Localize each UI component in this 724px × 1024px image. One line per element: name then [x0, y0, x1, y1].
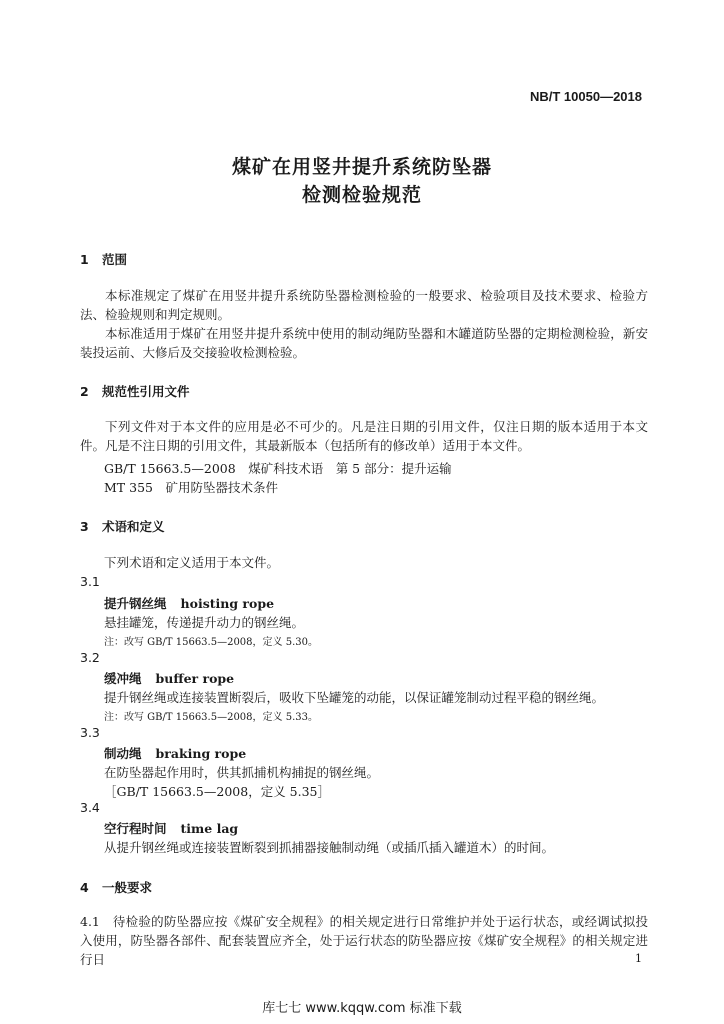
term-cn: 提升钢丝绳: [104, 596, 167, 611]
term-3-3-number: 3.3: [80, 725, 100, 740]
term-3-1-number: 3.1: [80, 574, 100, 589]
term-cn: 缓冲绳: [104, 671, 142, 686]
page-number: 1: [635, 952, 642, 965]
section-number: 1: [80, 252, 89, 267]
term-en: time lag: [180, 821, 239, 836]
term-3-1-definition: 悬挂罐笼，传递提升动力的钢丝绳。: [104, 615, 305, 630]
term-cn: 制动绳: [104, 746, 142, 761]
term-3-1-name: [104, 594, 274, 612]
section-1-paragraph-1: 本标准规定了煤矿在用竖井提升系统防坠器检测检验的一般要求、检验项目及技术要求、检验方法、检验规则和判定规则。: [80, 288, 648, 322]
term-3-3-definition: 在防坠器起作用时，供其抓捕机构捕捉的钢丝绳。: [104, 765, 380, 780]
section-number: 3: [80, 519, 89, 534]
section-title: 规范性引用文件: [102, 384, 190, 399]
term-en: braking rope: [155, 746, 247, 761]
section-4-heading: [80, 878, 152, 896]
term-en: hoisting rope: [180, 596, 275, 611]
term-3-4-name: [104, 819, 238, 837]
section-number: 2: [80, 384, 89, 399]
term-3-2-note: 注：改写 GB/T 15663.5—2008，定义 5.33。: [104, 712, 318, 723]
term-3-3-source: ［GB/T 15663.5—2008，定义 5.35］: [104, 784, 331, 799]
section-title: 一般要求: [102, 880, 153, 895]
section-title: 术语和定义: [102, 519, 165, 534]
term-3-4-number: 3.4: [80, 800, 100, 815]
standard-number: NB/T 10050—2018: [529, 89, 642, 104]
term-cn: 空行程时间: [104, 821, 167, 836]
document-title-line1: 煤矿在用竖井提升系统防坠器: [231, 156, 492, 178]
section-3-intro: 下列术语和定义适用于本文件。: [104, 555, 280, 570]
term-3-2-definition: 提升钢丝绳或连接装置断裂后，吸收下坠罐笼的动能，以保证罐笼制动过程平稳的钢丝绳。: [104, 690, 605, 705]
term-en: buffer rope: [155, 671, 235, 686]
footer-watermark: 库七七 www.kqqw.com 标准下载: [262, 1001, 462, 1016]
document-title-line2: 检测检验规范: [301, 184, 422, 206]
term-3-3-name: [104, 744, 246, 762]
term-3-2-name: [104, 669, 234, 687]
reference-1: GB/T 15663.5—2008 煤矿科技术语 第 5 部分：提升运输: [104, 461, 452, 476]
term-3-1-note: 注：改写 GB/T 15663.5—2008，定义 5.30。: [104, 637, 318, 648]
term-3-4-definition: 从提升钢丝绳或连接装置断裂到抓捕器接触制动绳（或插爪插入罐道木）的时间。: [104, 840, 555, 855]
section-2-heading: [80, 382, 190, 400]
section-3-heading: [80, 517, 165, 535]
section-title: 范围: [102, 252, 128, 267]
section-1-paragraph-2: 本标准适用于煤矿在用竖井提升系统中使用的制动绳防坠器和木罐道防坠器的定期检测检验，新安装投运前、大修后及交接验收检测检验。: [80, 326, 648, 360]
section-2-paragraph-1: 下列文件对于本文件的应用是必不可少的。凡是注日期的引用文件，仅注日期的版本适用于本文件。凡是不注日期的引用文件，其最新版本（包括所有的修改单）适用于本文件。: [80, 419, 648, 453]
section-1-heading: [80, 250, 127, 268]
section-4-paragraph-1: 4.1 待检验的防坠器应按《煤矿安全规程》的相关规定进行日常维护并处于运行状态，或经调试拟投入使用，防坠器各部件、配套装置应齐全，处于运行状态的防坠器应按《煤矿安全规程》的相关规定进行日: [80, 914, 648, 967]
term-3-2-number: 3.2: [80, 650, 100, 665]
reference-2: MT 355 矿用防坠器技术条件: [104, 480, 278, 495]
section-number: 4: [80, 880, 89, 895]
